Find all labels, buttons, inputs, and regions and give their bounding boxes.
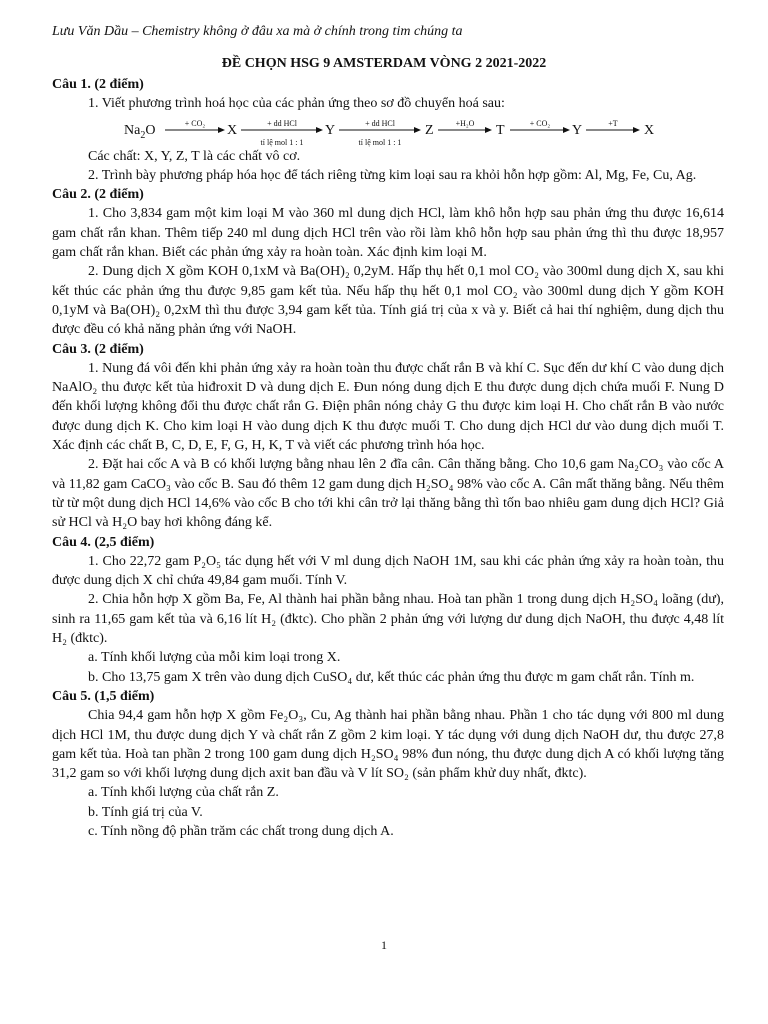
question-4-item-a: a. Tính khối lượng của mỗi kim loại trong X.	[88, 650, 341, 666]
question-5-item-b: b. Tính giá trị của V.	[88, 804, 203, 820]
scheme-item-x: X	[227, 122, 238, 138]
conversion-scheme	[52, 114, 724, 147]
question-1-heading: Câu 1. (2 điểm)	[52, 77, 144, 92]
question-5-item-a: a. Tính khối lượng của chất rắn Z.	[88, 785, 279, 801]
scheme-arrow-3-label: + dd HCl	[365, 118, 395, 128]
page-header	[52, 24, 463, 40]
header-motto: – Chemistry không ở đâu xa mà ở chính trong tim chúng ta	[128, 24, 463, 39]
question-4-part-2: 2. Chia hỗn hợp X gồm Ba, Fe, Al thành hai phần bằng nhau. Hoà tan phần 1 trong dung dịch H₂SO₄ loãng (dư), sinh ra 11,65 gam kết tủa và 6,16 lít H₂ (đktc). Cho phần 2 phản ứng với lượng dư dung dịch NaOH, thu được 4,48 lít H₂ (đktc).	[52, 592, 724, 647]
question-5-item-c: c. Tính nồng độ phần trăm các chất trong dung dịch A.	[88, 823, 394, 839]
scheme-arrow-3-ratio: tỉ lệ mol 1 : 1	[358, 137, 402, 147]
scheme-arrow-4-label: +H₂O	[455, 118, 475, 128]
scheme-item-x2: X	[644, 122, 655, 138]
question-5-heading: Câu 5. (1,5 điểm)	[52, 688, 155, 704]
question-4-item-b: b. Cho 13,75 gam X trên vào dung dịch CuSO₄ dư, kết thúc các phản ứng thu được m gam chất rắn. Tính m.	[88, 669, 695, 685]
scheme-item-z: Z	[425, 122, 434, 138]
scheme-arrow-6-label: +T	[608, 118, 618, 128]
question-1-part-2: 2. Trình bày phương pháp hóa học để tách riêng từng kim loại sau ra khỏi hỗn hợp gồm: Al, Mg, Fe, Cu, Ag.	[88, 167, 697, 183]
scheme-start: $Na_2O$	[124, 122, 156, 141]
exam-body	[52, 75, 724, 841]
scheme-arrow-2-label: + dd HCl	[267, 118, 297, 128]
question-2-heading: Câu 2. (2 điểm)	[52, 187, 144, 203]
question-4-heading: Câu 4. (2,5 điểm)	[52, 534, 155, 550]
question-3-part-2: 2. Đặt hai cốc A và B có khối lượng bằng nhau lên 2 đĩa cân. Cân thăng bằng. Cho 10,6 gam Na₂CO₃ vào cốc A và 11,82 gam CaCO₃ vào cốc B. Sau đó thêm 12 gam dung dịch H₂SO₄ 98% vào cốc A. Cân mất thăng bằng. Nếu thêm từ từ một dung dịch HCl 14,6% vào cốc B cho tới khi cân trở lại thăng bằng thì tốn bao nhiêu gam dung dịch HCl? Giả sử HCl và H₂O bay hơi không đáng kể.	[52, 457, 724, 531]
scheme-arrow-2-ratio: tỉ lệ mol 1 : 1	[260, 137, 304, 147]
question-2-part-2: 2. Dung dịch X gồm KOH 0,1xM và Ba(OH)₂ 0,2yM. Hấp thụ hết 0,1 mol CO₂ vào 300ml dung dịch X, sau khi kết thúc các phản ứng thu được 9,85 gam kết tủa. Nếu hấp thụ hết 0,1 mol CO₂ vào 300ml dung dịch Y gồm KOH 0,1yM và Ba(OH)₂ 0,2xM thì thu được 3,94 gam kết tủa. Tính giá trị của x và y. Biết cả hai thí nghiệm, dung dịch thu được đều có khả năng phản ứng với NaOH.	[52, 264, 724, 338]
question-5-stem: Chia 94,4 gam hỗn hợp X gồm Fe₂O₃, Cu, Ag thành hai phần bằng nhau. Phần 1 cho tác dụng với 800 ml dung dịch HCl 1M, thu được dung dịch Y và chất rắn Z gồm 2 kim loại. Y tác dụng với dung dịch NaOH dư, thu được 27,8 gam kết tủa. Hoà tan phần 2 trong 100 gam dung dịch H₂SO₄ 98% đun nóng, thu được dung dịch A có khối lượng tăng 31,2 gam so với khối lượng dung dịch axit ban đầu và V lít SO₂ (sản phẩm khử duy nhất, đktc).	[52, 708, 724, 782]
scheme-item-y: Y	[325, 122, 336, 138]
scheme-arrow-5-label: + CO₂	[529, 118, 551, 128]
question-3-heading: Câu 3. (2 điểm)	[52, 341, 144, 357]
question-1-note: Các chất: X, Y, Z, T là các chất vô cơ.	[88, 148, 301, 164]
scheme-arrow-1-label: + CO₂	[184, 118, 206, 128]
question-3-part-1: 1. Nung đá vôi đến khi phản ứng xảy ra hoàn toàn thu được chất rắn B và khí C. Sục đến dư khí C vào dung dịch NaAlO₂ thu được kết tủa hiđroxit D và dung dịch E. Đun nóng dung dịch E thu được dung dịch chứa muối F. Nung D đến khối lượng không đổi thu được chất rắn G. Điện phân nóng chảy G thu được kim loại H. Cho chất rắn B vào nước được dung dịch K. Cho kim loại H vào dung dịch K thu được muối T. Cho dung dịch HCl dư vào dung dịch muối T. Xác định các chất B, C, D, E, F, G, H, K, T và viết các phương trình hóa học.	[52, 360, 724, 454]
header-author: Lưu Văn Dầu	[52, 24, 129, 39]
question-2-part-1: 1. Cho 3,834 gam một kim loại M vào 360 ml dung dịch HCl, làm khô hỗn hợp sau phản ứng thu được 16,614 gam chất rắn khan. Thêm tiếp 240 ml dung dịch HCl trên vào rồi làm khô hỗn hợp sau phản ứng thì thu được 18,957 gam chất rắn khan. Biết các phản ứng xảy ra hoàn toàn. Xác định kim loại M.	[52, 206, 724, 261]
page-number: 1	[381, 938, 387, 952]
scheme-item-t: T	[496, 122, 505, 138]
question-1-part-1: 1. Viết phương trình hoá học của các phản ứng theo sơ đồ chuyển hoá sau:	[88, 96, 505, 112]
exam-title: ĐỀ CHỌN HSG 9 AMSTERDAM VÒNG 2 2021-2022	[221, 56, 547, 71]
scheme-item-y2: Y	[572, 122, 583, 138]
question-4-part-1: 1. Cho 22,72 gam P₂O₅ tác dụng hết với V ml dung dịch NaOH 1M, sau khi các phản ứng xảy ra hoàn toàn, thu được dung dịch X chỉ chứa 49,84 gam muối. Tính V.	[52, 553, 724, 589]
